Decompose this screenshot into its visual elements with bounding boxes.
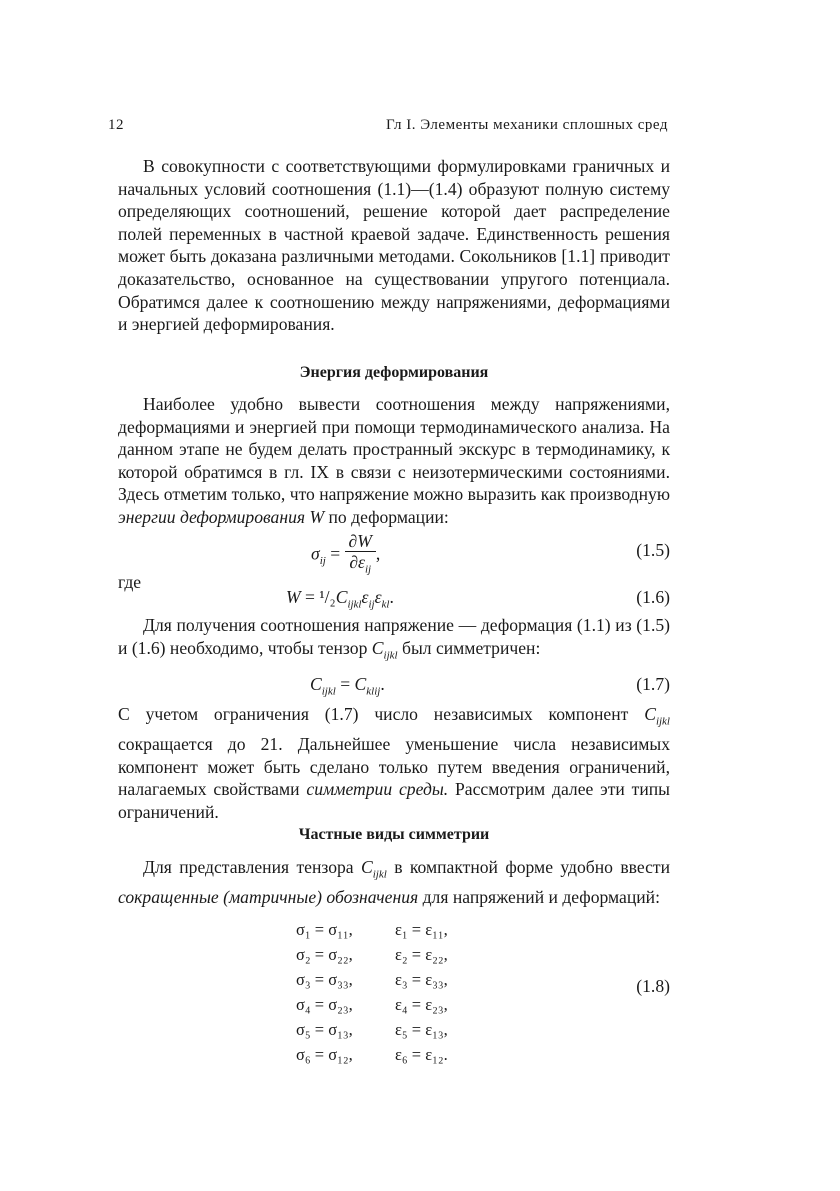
eq8-row [296,992,448,1017]
eq8-row [296,942,448,967]
eq8-strain: ε₁ = ε₁₁, [395,920,448,939]
eq8-row [296,967,448,992]
strain-energy-term: энергии деформирования W [118,506,325,527]
equation-1-7-expression: $C_{ijkl} = C_{klij}$. [310,674,385,698]
sym-tensor: C [371,637,384,658]
eq5-denominator [345,552,376,580]
eq8-strain: ε₂ = ε₂₂, [395,945,448,964]
constraint-text-middle: сокращается до 21. Дальнейшее уменьшение числа независимых компонент может быть сделано только путем введения ограничений, налагаемых свойствами [118,734,670,800]
eq7-period: . [380,674,385,694]
chapter-title: Гл I. Элементы механики сплошных сред [385,117,668,133]
eq7-rhs: C [354,674,367,694]
sym-text-end: был симметричен: [402,637,541,658]
eq6-tensor-sub: ijkl [347,598,362,611]
section-heading-symmetry: Частные виды симметрии [298,826,490,843]
eq8-stress: σ₃ = σ₃₃, [296,970,353,989]
eq8-stress: σ₁ = σ₁₁, [296,920,353,939]
constraint-tensor-sub: ijkl [655,715,670,728]
constraint-emphasis: симметрии среды. [306,779,449,800]
eq7-lhs-sub: ijkl [321,685,336,698]
eq5-fraction [345,531,376,580]
eq6-lhs: W [286,587,301,607]
eq8-stress: σ₅ = σ₁₃, [296,1020,353,1039]
equation-1-5 [118,531,670,575]
equation-1-8-table [296,917,448,1067]
strain-energy-text-end: по деформации: [328,506,449,527]
equation-number-1-7: (1.7) [636,674,670,694]
eq5-lhs-sub: ij [319,554,326,567]
symmetry-condition-paragraph-block [118,614,670,667]
intro-paragraph: В совокупности с соответствующими формулировками граничных и начальных условий соотношения (1.1)—(1.4) образуют полную систему определяющих соотношений, решение которой дает распределение полей переменных в частной краевой задаче. Единственность решения может быть доказана различными методами. Сокольников [1.1] приводит доказательство, основанное на существовании упругого потенциала. Обратимся далее к соотношению между напряжениями, деформациями и энергией деформирования. [118,156,670,335]
equation-number-1-5: (1.5) [636,540,670,560]
eq8-stress: σ₂ = σ₂₂, [296,945,353,964]
eq7-rhs-sub: klij [366,685,381,698]
sym-text-start: Для получения соотношения напряжение — деформация (1.1) из (1.5) и (1.6) необходимо, чтобы тензор [118,615,670,658]
matrix-notation-paragraph [118,856,670,909]
notation-tensor: C [361,857,373,877]
eq8-strain: ε₃ = ε₃₃, [395,970,448,989]
strain-energy-paragraph-block [118,393,670,529]
eq8-stress: σ₄ = σ₂₃, [296,995,353,1014]
strain-energy-text-start: Наиболее удобно вывести соотношения между напряжениями, деформациями и энергией при помощи термодинамического анализа. На данном этапе не будем делать пространный экскурс в термодинамику, к которой обратимся в гл. IX в связи с неизотермическими состояниями. Здесь отметим только, что напряжение можно выразить как производную [118,394,670,505]
equation-number-1-8: (1.8) [636,976,670,996]
strain-energy-paragraph [118,393,670,529]
eq6-coef: ¹/₂ [319,587,336,607]
sym-tensor-sub: ijkl [383,649,398,662]
constraint-tensor: C [644,704,656,724]
eq5-lhs: σ [311,543,320,564]
eq6-strain1: ε [361,587,369,607]
constraint-paragraph-block [118,703,670,823]
eq5-numerator: ∂W [345,531,376,552]
equation-1-7 [118,674,670,704]
eq6-strain2: ε [374,587,382,607]
equation-number-1-6: (1.6) [636,587,670,607]
eq8-row [296,1017,448,1042]
eq8-strain: ε₅ = ε₁₃, [395,1020,448,1039]
intro-paragraph-block [118,155,670,336]
eq5-comma: , [375,543,381,564]
eq7-lhs: C [310,674,322,694]
section-heading-strain-energy: Энергия деформирования [299,364,489,381]
eq5-denominator-symbol: ∂ε [349,552,365,572]
eq8-row [296,917,448,942]
eq6-strain1-sub: ij [368,598,375,611]
equation-1-6-expression: $W = ^1/_2C_{ijkl}\varepsilon_{ij}\varepsilon_{kl}$. [286,587,394,611]
constraint-text-start: С учетом ограничения (1.7) число независимых компонент [118,704,629,724]
constraint-text-end: Рассмотрим далее эти типы ограничений. [118,779,671,822]
matrix-notation-paragraph-block [118,856,670,909]
notation-emphasis: сокращенные (матричные) обозначения [118,887,419,908]
equation-1-5-expression: $\sigma_{ij}$ = $\frac{\partial W}{\partial\varepsilon_{ij}}$ , [311,531,380,580]
notation-text-start: Для представления тензора [143,857,354,877]
constraint-paragraph [118,703,670,823]
eq6-strain2-sub: kl [381,598,390,611]
notation-tensor-sub: ijkl [372,868,387,881]
eq8-strain: ε₆ = ε₁₂. [395,1045,448,1064]
page-number: 12 [108,117,124,133]
notation-text-middle: в компактной форме удобно ввести [394,857,671,877]
eq8-row [296,1042,448,1067]
eq6-period: . [389,587,394,607]
equation-1-6 [118,587,670,617]
eq6-tensor: C [335,587,348,607]
eq8-stress: σ₆ = σ₁₂, [296,1045,353,1064]
eq8-strain: ε₄ = ε₂₃, [395,995,448,1014]
eq5-denominator-sub: ij [364,563,372,576]
running-header [88,117,668,139]
where-word: где [118,572,142,592]
symmetry-condition-paragraph [118,614,670,667]
notation-text-end: для напряжений и деформаций: [422,887,660,908]
